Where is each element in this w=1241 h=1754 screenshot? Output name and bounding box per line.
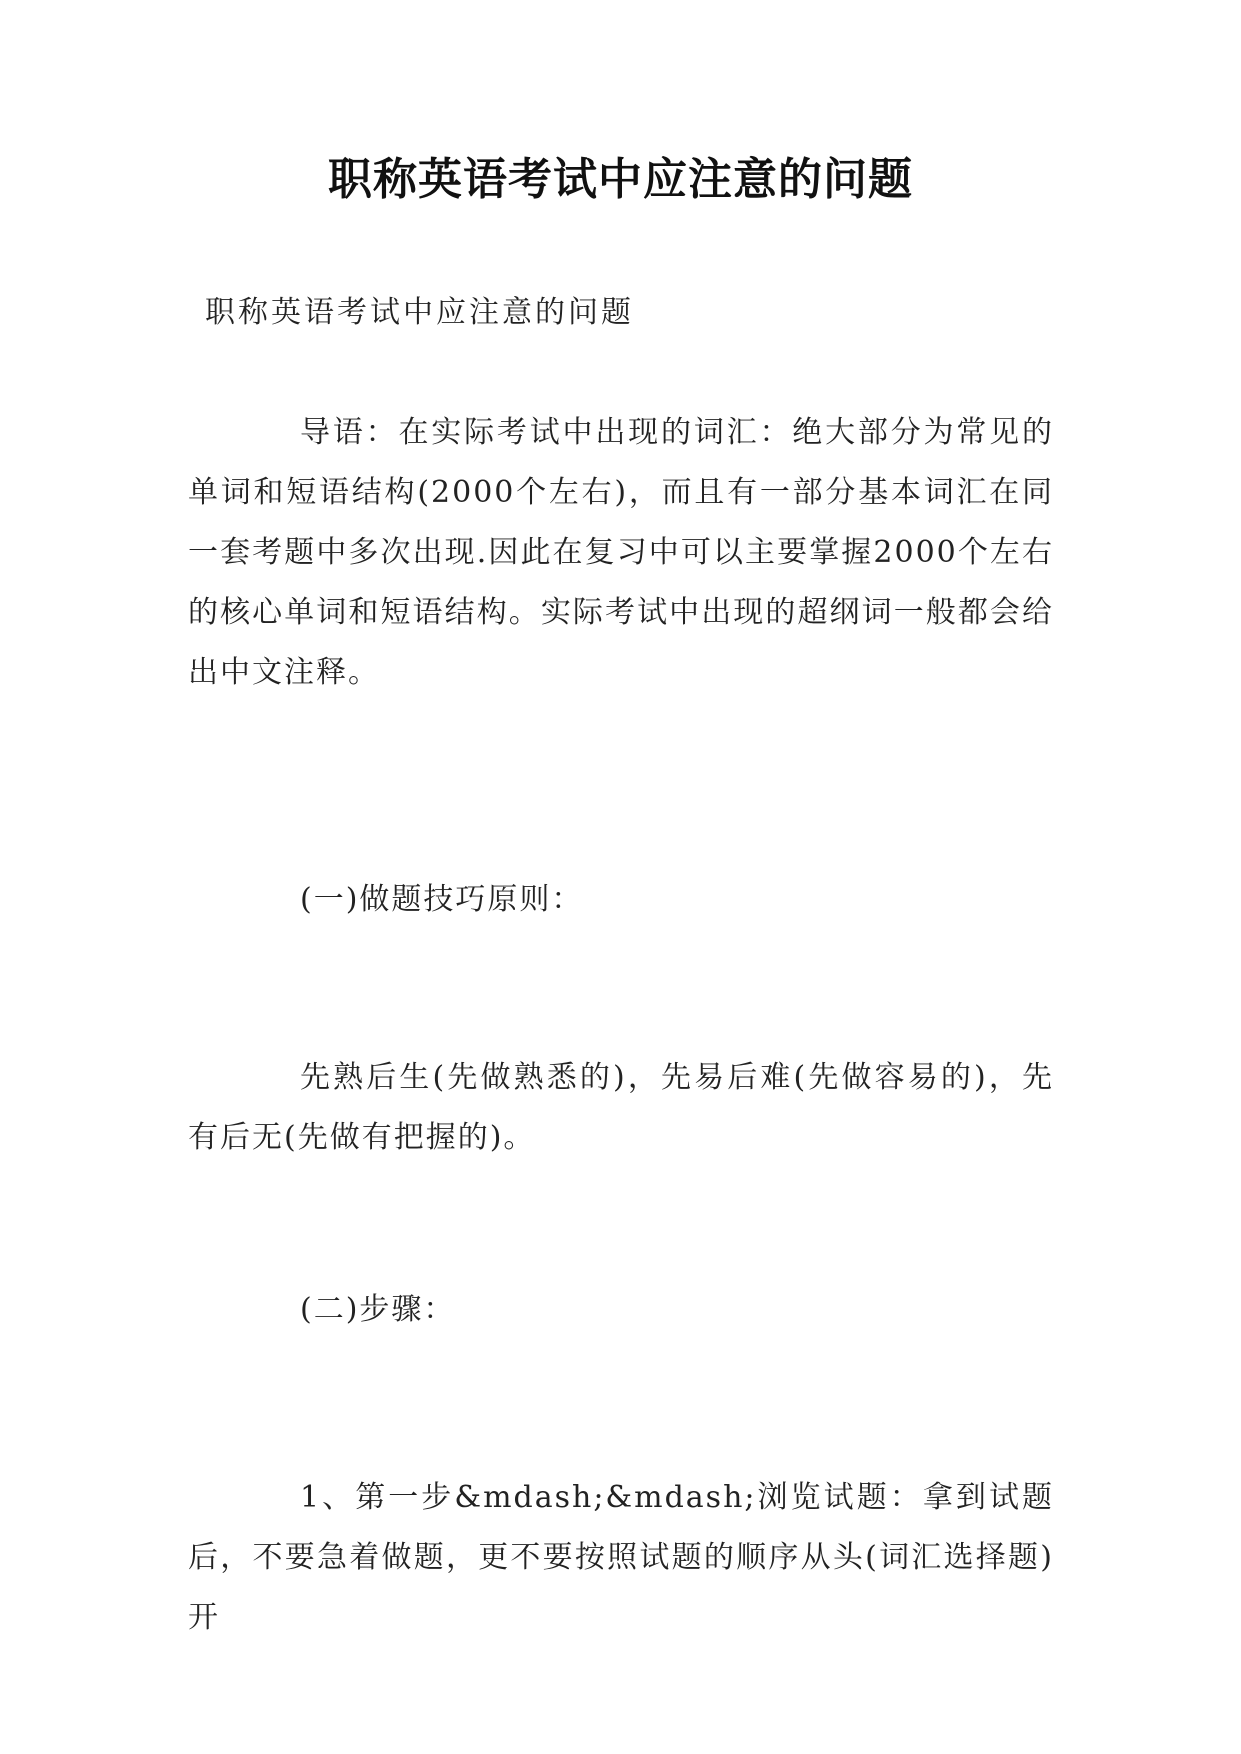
intro-paragraph: 导语：在实际考试中出现的词汇：绝大部分为常见的单词和短语结构(2000个左右)，而且有一部分基本词汇在同一套考题中多次出现.因此在复习中可以主要掌握2000个左右的核心单词和短语结构。实际考试中出现的超纲词一般都会给出中文注释。 <box>188 415 1054 690</box>
section-heading-steps: (二)步骤： <box>300 1292 456 1327</box>
section-heading-principles: (一)做题技巧原则： <box>300 882 584 917</box>
document-title: 职称英语考试中应注意的问题 <box>328 154 913 205</box>
document-subtitle: 职称英语考试中应注意的问题 <box>205 295 634 330</box>
principles-paragraph: 先熟后生(先做熟悉的)，先易后难(先做容易的)，先有后无(先做有把握的)。 <box>188 1060 1054 1155</box>
step-one-paragraph: 1、第一步&mdash;&mdash;浏览试题：拿到试题后，不要急着做题，更不要按照试题的顺序从头(词汇选择题)开 <box>188 1480 1054 1635</box>
